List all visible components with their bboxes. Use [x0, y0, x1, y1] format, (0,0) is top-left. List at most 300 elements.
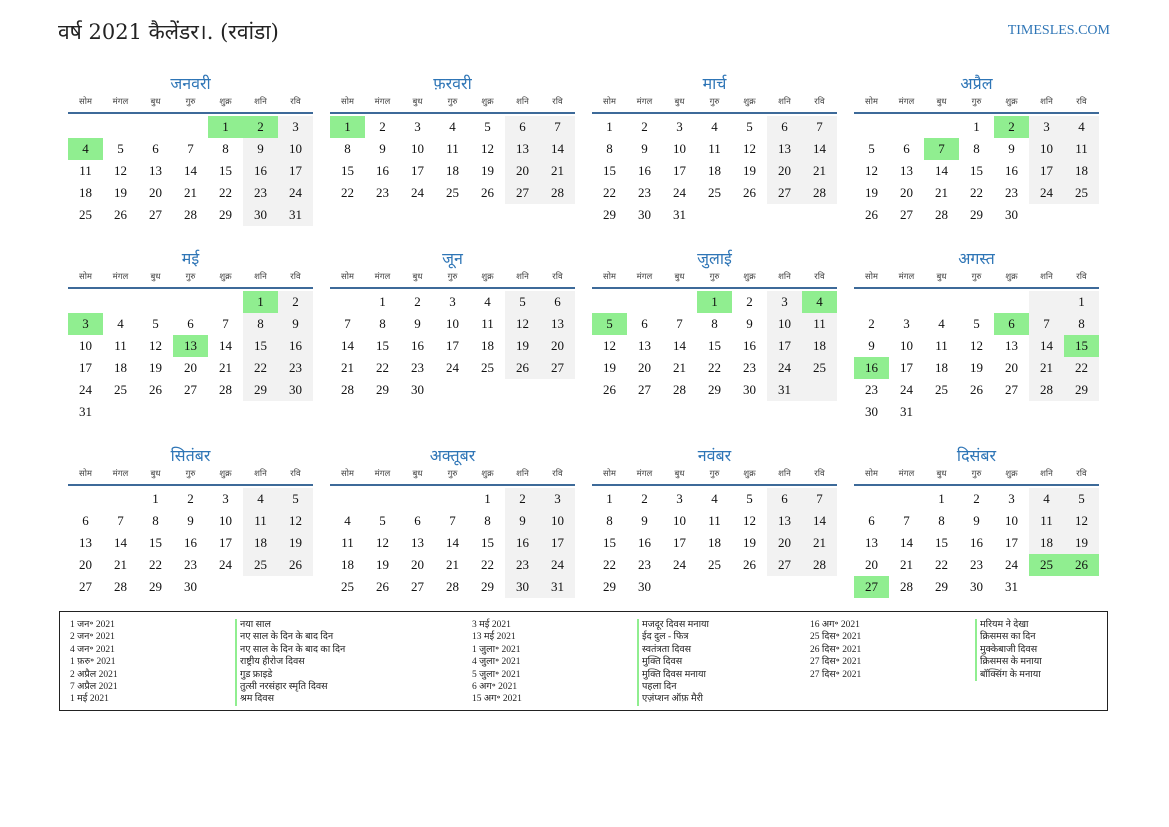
- days-grid: [592, 116, 837, 248]
- weekday-label: शनि: [254, 97, 267, 107]
- weekday-label: बुध: [150, 272, 161, 282]
- day-cell: 4: [117, 316, 124, 331]
- page-title: वर्ष 2021 कैलेंडर।. (रवांडा): [58, 20, 279, 44]
- holiday-date: 7 अप्रैल 2021: [70, 681, 118, 692]
- holiday-date: 1 मई 2021: [70, 694, 109, 705]
- day-cell: 1: [484, 491, 491, 506]
- day-cell: 30: [516, 579, 529, 594]
- day-cell: 15: [970, 163, 983, 178]
- day-cell: 17: [673, 535, 686, 550]
- holiday-day-cell: 16: [854, 357, 889, 379]
- brand-link[interactable]: TIMESLES.COM: [1007, 23, 1110, 38]
- weekday-label: सोम: [340, 97, 355, 107]
- day-cell: 18: [79, 185, 92, 200]
- day-cell: 13: [79, 535, 92, 550]
- holiday-name: गुड फ्राइडे: [235, 669, 272, 681]
- day-cell: 25: [708, 185, 721, 200]
- weekday-label: सोम: [78, 97, 93, 107]
- day-cell: 17: [778, 338, 791, 353]
- weekday-label: गुरु: [971, 272, 982, 282]
- day-cell: 6: [781, 119, 788, 134]
- month-name: जून: [442, 249, 463, 268]
- days-grid: [330, 116, 575, 248]
- day-cell: 26: [114, 207, 127, 222]
- day-cell: 7: [816, 491, 823, 506]
- day-cell: 22: [970, 185, 983, 200]
- day-cell: 8: [1078, 316, 1085, 331]
- day-cell: 11: [446, 141, 459, 156]
- month-name: फ़रवरी: [433, 74, 472, 93]
- day-cell: 8: [344, 141, 351, 156]
- holiday-column: [70, 619, 346, 706]
- day-cell: 18: [935, 360, 948, 375]
- day-cell: 22: [603, 185, 616, 200]
- day-cell: 10: [289, 141, 302, 156]
- day-cell: 8: [379, 316, 386, 331]
- days-grid: [330, 291, 575, 423]
- holiday-row: [472, 669, 706, 681]
- day-cell: 24: [778, 360, 791, 375]
- holiday-date: 5 जुला॰ 2021: [472, 669, 521, 680]
- month-calendar: [330, 247, 575, 423]
- day-cell: 27: [638, 382, 651, 397]
- month-calendar: [854, 444, 1099, 620]
- day-cell: 14: [1040, 338, 1053, 353]
- day-cell: 23: [743, 360, 756, 375]
- day-cell: 22: [376, 360, 389, 375]
- day-cell: 6: [554, 294, 561, 309]
- weekday-label: गुरु: [185, 469, 196, 479]
- days-grid: [68, 116, 313, 248]
- day-cell: 13: [865, 535, 878, 550]
- holiday-row: [70, 656, 305, 668]
- day-cell: 25: [254, 557, 267, 572]
- day-cell: 16: [1005, 163, 1018, 178]
- weekday-label: शनि: [516, 469, 529, 479]
- weekday-label: सोम: [864, 469, 879, 479]
- day-cell: 21: [900, 557, 913, 572]
- day-cell: 5: [746, 491, 753, 506]
- day-cell: 30: [970, 579, 983, 594]
- day-cell: 9: [746, 316, 753, 331]
- day-cell: 27: [79, 579, 92, 594]
- month-calendar: [68, 247, 313, 423]
- day-cell: 30: [865, 404, 878, 419]
- day-cell: 25: [341, 579, 354, 594]
- holiday-name: नया साल: [235, 619, 271, 631]
- day-cell: 20: [551, 338, 564, 353]
- day-cell: 17: [79, 360, 92, 375]
- day-cell: 31: [79, 404, 92, 419]
- day-cell: 20: [516, 163, 529, 178]
- weekday-label: सोम: [602, 97, 617, 107]
- weekday-label: शनि: [516, 272, 529, 282]
- day-cell: 13: [638, 338, 651, 353]
- weekday-label: गुरु: [185, 272, 196, 282]
- holiday-name: मजदूर दिवस मनाया: [637, 619, 709, 631]
- month-calendar: [330, 72, 575, 248]
- day-cell: 4: [344, 513, 351, 528]
- weekday-label: शुक्र: [743, 97, 756, 107]
- weekday-label: गुरु: [971, 469, 982, 479]
- day-cell: 11: [813, 316, 826, 331]
- day-cell: 21: [114, 557, 127, 572]
- weekday-label: शुक्र: [219, 469, 232, 479]
- day-cell: 4: [711, 491, 718, 506]
- weekday-label: शनि: [254, 272, 267, 282]
- month-calendar: [592, 72, 837, 248]
- day-cell: 13: [1005, 338, 1018, 353]
- days-grid: [330, 488, 575, 620]
- month-name: मई: [181, 249, 200, 268]
- day-cell: 10: [446, 316, 459, 331]
- month-name: जनवरी: [170, 74, 211, 93]
- day-cell: 17: [551, 535, 564, 550]
- weekday-label: सोम: [864, 97, 879, 107]
- day-cell: 2: [973, 491, 980, 506]
- weekday-label: बुध: [936, 97, 947, 107]
- day-cell: 11: [935, 338, 948, 353]
- day-cell: 10: [1040, 141, 1053, 156]
- day-cell: 15: [149, 535, 162, 550]
- weekday-label: सोम: [602, 469, 617, 479]
- day-cell: 5: [379, 513, 386, 528]
- day-cell: 26: [865, 207, 878, 222]
- day-cell: 5: [519, 294, 526, 309]
- day-cell: 21: [935, 185, 948, 200]
- day-cell: 21: [341, 360, 354, 375]
- day-cell: 7: [222, 316, 229, 331]
- holiday-row: [472, 681, 677, 693]
- day-cell: 8: [152, 513, 159, 528]
- day-cell: 13: [149, 163, 162, 178]
- day-cell: 31: [289, 207, 302, 222]
- day-cell: 3: [903, 316, 910, 331]
- day-cell: 17: [289, 163, 302, 178]
- day-cell: 30: [743, 382, 756, 397]
- day-cell: 1: [606, 491, 613, 506]
- day-cell: 5: [1078, 491, 1085, 506]
- day-cell: 26: [743, 557, 756, 572]
- holiday-date: 26 दिस॰ 2021: [810, 644, 862, 655]
- day-cell: 22: [603, 557, 616, 572]
- holiday-date: 16 अग॰ 2021: [810, 620, 860, 630]
- day-cell: 20: [778, 535, 791, 550]
- day-cell: 20: [79, 557, 92, 572]
- day-cell: 10: [551, 513, 564, 528]
- weekday-label: बुध: [412, 272, 423, 282]
- day-cell: 29: [254, 382, 267, 397]
- weekday-header: [854, 96, 1099, 114]
- day-cell: 7: [1043, 316, 1050, 331]
- day-cell: 20: [865, 557, 878, 572]
- day-cell: 28: [813, 185, 826, 200]
- day-cell: 22: [254, 360, 267, 375]
- holiday-row: [472, 619, 710, 631]
- day-cell: 9: [292, 316, 299, 331]
- day-cell: 24: [900, 382, 913, 397]
- day-cell: 29: [603, 579, 616, 594]
- weekday-label: सोम: [864, 272, 879, 282]
- day-cell: 24: [551, 557, 564, 572]
- day-cell: 26: [743, 185, 756, 200]
- day-cell: 5: [484, 119, 491, 134]
- day-cell: 3: [1008, 491, 1015, 506]
- day-cell: 7: [117, 513, 124, 528]
- day-cell: 10: [900, 338, 913, 353]
- holiday-name: मरियम ने देखा: [975, 619, 1029, 631]
- weekday-label: बुध: [412, 469, 423, 479]
- day-cell: 3: [222, 491, 229, 506]
- day-cell: 1: [1078, 294, 1085, 309]
- month-name: मार्च: [702, 74, 727, 93]
- day-cell: 18: [481, 338, 494, 353]
- holiday-name: मुक्केबाजी दिवस: [975, 644, 1037, 656]
- day-cell: 17: [673, 163, 686, 178]
- day-cell: 3: [676, 119, 683, 134]
- weekday-header: [330, 271, 575, 289]
- holiday-date: 15 अग॰ 2021: [472, 694, 522, 705]
- day-cell: 14: [114, 535, 127, 550]
- day-cell: 8: [938, 513, 945, 528]
- day-cell: 12: [376, 535, 389, 550]
- holiday-row: [472, 693, 703, 705]
- weekday-label: शुक्र: [743, 469, 756, 479]
- weekday-header: [592, 96, 837, 114]
- day-cell: 29: [376, 382, 389, 397]
- day-cell: 23: [254, 185, 267, 200]
- weekday-label: सोम: [340, 272, 355, 282]
- day-cell: 27: [149, 207, 162, 222]
- day-cell: 8: [222, 141, 229, 156]
- day-cell: 24: [289, 185, 302, 200]
- weekday-label: मंगल: [636, 272, 653, 282]
- day-cell: 3: [676, 491, 683, 506]
- day-cell: 10: [778, 316, 791, 331]
- day-cell: 14: [446, 535, 459, 550]
- day-cell: 20: [900, 185, 913, 200]
- weekday-label: शुक्र: [219, 272, 232, 282]
- day-cell: 16: [184, 535, 197, 550]
- day-cell: 3: [292, 119, 299, 134]
- day-cell: 6: [414, 513, 421, 528]
- day-cell: 16: [254, 163, 267, 178]
- weekday-label: शनि: [778, 97, 791, 107]
- day-cell: 12: [970, 338, 983, 353]
- weekday-label: बुध: [674, 272, 685, 282]
- holiday-date: 25 दिस॰ 2021: [810, 632, 862, 643]
- day-cell: 16: [743, 338, 756, 353]
- day-cell: 29: [935, 579, 948, 594]
- day-cell: 6: [152, 141, 159, 156]
- day-cell: 14: [673, 338, 686, 353]
- month-calendar: [592, 247, 837, 423]
- day-cell: 1: [606, 119, 613, 134]
- day-cell: 28: [935, 207, 948, 222]
- day-cell: 19: [743, 535, 756, 550]
- weekday-label: शनि: [778, 272, 791, 282]
- holiday-row: [472, 631, 689, 643]
- holiday-column: [810, 619, 1042, 681]
- day-cell: 17: [219, 535, 232, 550]
- day-cell: 15: [219, 163, 232, 178]
- day-cell: 3: [1043, 119, 1050, 134]
- holiday-day-cell: 2: [243, 116, 278, 138]
- day-cell: 13: [900, 163, 913, 178]
- day-cell: 26: [481, 185, 494, 200]
- holiday-day-cell: 4: [802, 291, 837, 313]
- month-calendar: [330, 444, 575, 620]
- day-cell: 10: [219, 513, 232, 528]
- holiday-row: [810, 669, 1041, 681]
- holiday-date: 3 मई 2021: [472, 620, 511, 630]
- day-cell: 13: [778, 513, 791, 528]
- day-cell: 18: [708, 535, 721, 550]
- weekday-label: रवि: [814, 97, 825, 107]
- day-cell: 27: [778, 557, 791, 572]
- day-cell: 24: [411, 185, 424, 200]
- day-cell: 3: [449, 294, 456, 309]
- holiday-day-cell: 15: [1064, 335, 1099, 357]
- days-grid: [68, 488, 313, 620]
- weekday-label: शनि: [254, 469, 267, 479]
- day-cell: 19: [376, 557, 389, 572]
- day-cell: 18: [446, 163, 459, 178]
- day-cell: 30: [638, 579, 651, 594]
- weekday-label: मंगल: [374, 469, 391, 479]
- day-cell: 27: [1005, 382, 1018, 397]
- day-cell: 6: [903, 141, 910, 156]
- weekday-label: सोम: [78, 272, 93, 282]
- holiday-name: श्रम दिवस: [235, 693, 274, 705]
- holiday-name: राष्ट्रीय हीरोज दिवस: [235, 656, 305, 668]
- weekday-label: बुध: [674, 97, 685, 107]
- holiday-date: 27 दिस॰ 2021: [810, 669, 862, 680]
- month-name: सितंबर: [170, 446, 211, 465]
- day-cell: 18: [114, 360, 127, 375]
- day-cell: 6: [187, 316, 194, 331]
- day-cell: 9: [868, 338, 875, 353]
- day-cell: 4: [257, 491, 264, 506]
- day-cell: 29: [970, 207, 983, 222]
- holiday-name: मुक्ति दिवस: [637, 656, 682, 668]
- weekday-label: मंगल: [898, 469, 915, 479]
- day-cell: 5: [868, 141, 875, 156]
- day-cell: 26: [603, 382, 616, 397]
- day-cell: 1: [973, 119, 980, 134]
- month-name: नवंबर: [697, 446, 732, 465]
- day-cell: 20: [411, 557, 424, 572]
- day-cell: 10: [411, 141, 424, 156]
- day-cell: 12: [114, 163, 127, 178]
- days-grid: [854, 116, 1099, 248]
- day-cell: 29: [149, 579, 162, 594]
- day-cell: 19: [970, 360, 983, 375]
- weekday-label: मंगल: [112, 272, 129, 282]
- month-name: अक्तूबर: [429, 446, 476, 465]
- day-cell: 24: [1040, 185, 1053, 200]
- holiday-day-cell: 1: [697, 291, 732, 313]
- holiday-row: [810, 644, 1038, 656]
- day-cell: 10: [673, 141, 686, 156]
- day-cell: 2: [187, 491, 194, 506]
- day-cell: 14: [813, 513, 826, 528]
- holiday-date: 27 दिस॰ 2021: [810, 657, 862, 668]
- holiday-day-cell: 5: [592, 313, 627, 335]
- holiday-date: 4 जन॰ 2021: [70, 644, 115, 655]
- weekday-label: शुक्र: [481, 272, 494, 282]
- holiday-date: 2 जन॰ 2021: [70, 632, 115, 643]
- day-cell: 23: [865, 382, 878, 397]
- day-cell: 30: [638, 207, 651, 222]
- weekday-label: गुरु: [709, 469, 720, 479]
- day-cell: 12: [603, 338, 616, 353]
- day-cell: 22: [1075, 360, 1088, 375]
- days-grid: [854, 488, 1099, 620]
- day-cell: 10: [79, 338, 92, 353]
- day-cell: 8: [606, 141, 613, 156]
- weekday-label: रवि: [1076, 469, 1087, 479]
- day-cell: 25: [708, 557, 721, 572]
- day-cell: 11: [481, 316, 494, 331]
- day-cell: 22: [935, 557, 948, 572]
- day-cell: 20: [184, 360, 197, 375]
- weekday-label: मंगल: [112, 97, 129, 107]
- day-cell: 15: [376, 338, 389, 353]
- weekday-header: [68, 468, 313, 486]
- day-cell: 13: [516, 141, 529, 156]
- day-cell: 28: [900, 579, 913, 594]
- day-cell: 22: [149, 557, 162, 572]
- day-cell: 2: [519, 491, 526, 506]
- day-cell: 27: [516, 185, 529, 200]
- day-cell: 3: [554, 491, 561, 506]
- day-cell: 7: [344, 316, 351, 331]
- day-cell: 25: [935, 382, 948, 397]
- day-cell: 14: [184, 163, 197, 178]
- day-cell: 16: [638, 163, 651, 178]
- day-cell: 4: [1078, 119, 1085, 134]
- day-cell: 17: [446, 338, 459, 353]
- day-cell: 2: [414, 294, 421, 309]
- holiday-name: पहला दिन: [637, 681, 677, 693]
- holiday-date: 2 अप्रैल 2021: [70, 669, 118, 680]
- weekday-label: गुरु: [447, 97, 458, 107]
- day-cell: 15: [254, 338, 267, 353]
- weekday-label: बुध: [936, 469, 947, 479]
- weekday-label: गुरु: [971, 97, 982, 107]
- weekday-label: बुध: [150, 469, 161, 479]
- day-cell: 27: [778, 185, 791, 200]
- day-cell: 22: [481, 557, 494, 572]
- day-cell: 7: [449, 513, 456, 528]
- holiday-row: [70, 693, 274, 705]
- weekday-label: मंगल: [636, 97, 653, 107]
- holiday-name: तुत्सी नरसंहार स्मृति दिवस: [235, 681, 328, 693]
- day-cell: 23: [638, 557, 651, 572]
- day-cell: 5: [746, 119, 753, 134]
- weekday-label: बुध: [412, 97, 423, 107]
- day-cell: 9: [1008, 141, 1015, 156]
- day-cell: 15: [935, 535, 948, 550]
- weekday-label: मंगल: [112, 469, 129, 479]
- day-cell: 8: [711, 316, 718, 331]
- weekday-label: सोम: [602, 272, 617, 282]
- day-cell: 16: [970, 535, 983, 550]
- day-cell: 28: [219, 382, 232, 397]
- day-cell: 1: [938, 491, 945, 506]
- weekday-label: बुध: [936, 272, 947, 282]
